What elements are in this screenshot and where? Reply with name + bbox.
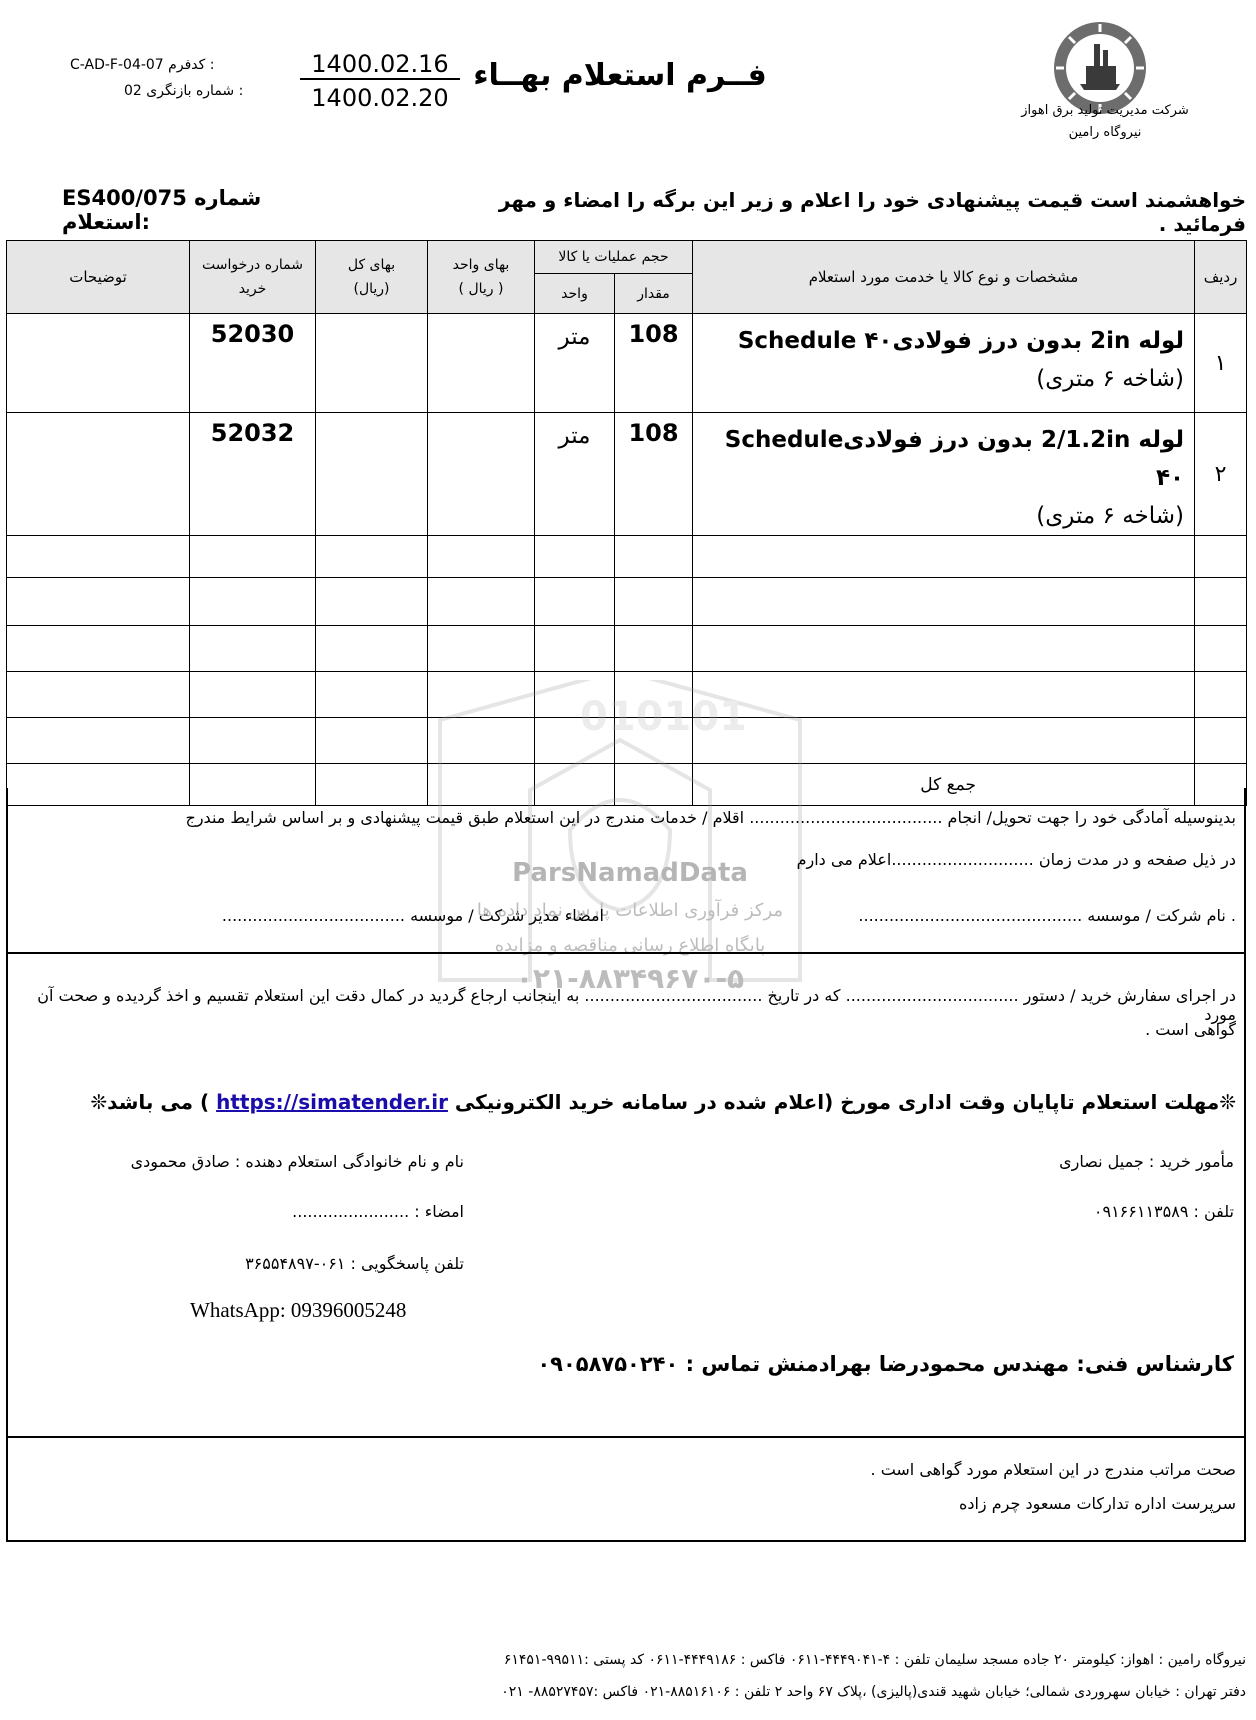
table-row bbox=[7, 314, 1247, 413]
request-no-label-2: خرید bbox=[238, 281, 267, 297]
row-unit-price bbox=[428, 413, 535, 536]
deadline-suffix: ) می باشد❊ bbox=[90, 1090, 210, 1114]
simatender-link[interactable]: https://simatender.ir bbox=[216, 1090, 448, 1114]
technical-expert: کارشناس فنی: مهندس محمودرضا بهرادمنش تماس : ۰۹۰۵۸۷۵۰۲۴۰ bbox=[537, 1352, 1234, 1376]
row-quantity: 108 bbox=[615, 413, 693, 536]
row-description bbox=[693, 314, 1195, 413]
header-unit-price bbox=[428, 241, 535, 314]
inquiry-number-block bbox=[62, 186, 332, 234]
form-title: فــرم استعلام بهــاء bbox=[473, 58, 767, 93]
row-desc-line1: لوله 2/1.2in بدون درز فولادیSchedule ۴۰ bbox=[724, 427, 1185, 491]
buyer-phone: تلفن : ۰۹۱۶۶۱۱۳۵۸۹ bbox=[1093, 1202, 1234, 1221]
date-2: 1400.02.20 bbox=[311, 84, 449, 112]
answer-phone: تلفن پاسخگویی : ۰۶۱-۳۶۵۵۴۸۹۷ bbox=[245, 1254, 464, 1273]
form-code-label: کدفرم : bbox=[168, 57, 215, 73]
row-unit: متر bbox=[535, 413, 615, 536]
declaration-line2: در ذیل صفحه و در مدت زمان ............................اعلام می دارم bbox=[796, 850, 1236, 869]
row-request-no: 52032 bbox=[190, 413, 316, 536]
company-line1: شرکت مدیریت تولید برق اهواز bbox=[1021, 103, 1189, 118]
header-volume: حجم عملیات یا کالا bbox=[535, 241, 693, 274]
header-description: مشخصات و نوع کالا یا خدمت مورد استعلام bbox=[693, 241, 1195, 314]
inquiry-number: ES400/075 bbox=[62, 186, 187, 210]
unit-price-currency: ( ریال ) bbox=[458, 281, 504, 297]
request-no-label: شماره درخواست bbox=[202, 257, 303, 273]
watermark-brand: ParsNamadData bbox=[512, 858, 748, 888]
header-total-price bbox=[316, 241, 428, 314]
date-1: 1400.02.16 bbox=[300, 50, 460, 80]
intro-text: خواهشمند است قیمت پیشنهادی خود را اعلام و زیر این برگه را امضاء و مهر فرمائید . bbox=[498, 188, 1246, 236]
row-number: ۱ bbox=[1195, 314, 1247, 413]
row-notes bbox=[7, 314, 190, 413]
declaration-company: . نام شرکت / موسسه ............................................ bbox=[858, 906, 1236, 925]
row-unit-price bbox=[428, 314, 535, 413]
deadline-notice bbox=[16, 1090, 1236, 1114]
watermark-line2: پایگاه اطلاع رسانی مناقصه و مزایده bbox=[494, 935, 766, 956]
row-number: ۲ bbox=[1195, 413, 1247, 536]
revision: 02 bbox=[124, 83, 142, 99]
row-request-no: 52030 bbox=[190, 314, 316, 413]
declaration-box bbox=[6, 788, 1246, 954]
order-line1: در اجرای سفارش خرید / دستور .................................. که در تاریخ ................................... به اینجانب ارجاع گردید در کمال دقت این استعلام تقسیم و اخذ گردیده و صحت آن مورد bbox=[37, 986, 1236, 1024]
company-line2: نیروگاه رامین bbox=[1068, 125, 1142, 140]
whatsapp: WhatsApp: 09396005248 bbox=[190, 1298, 407, 1322]
watermark-digits: 010101 bbox=[580, 694, 747, 740]
certification-box bbox=[6, 1438, 1246, 1542]
row-description bbox=[693, 413, 1195, 536]
row-total-price bbox=[316, 413, 428, 536]
footer-address-1: نیروگاه رامین : اهواز: کیلومتر ۲۰ جاده مسجد سلیمان تلفن : ۴-۴۴۴۹۰۴۱-۰۶۱۱ فاکس : ۴۴۴۹۱۸۶-۰۶۱۱ کد پستی :۹۹۵۱۱-۶۱۴۵۱ bbox=[503, 1652, 1246, 1668]
empty-row bbox=[7, 536, 1247, 578]
row-desc-line2: (شاخه ۶ متری) bbox=[1036, 503, 1185, 529]
unit-price-label: بهای واحد bbox=[452, 257, 510, 273]
declaration-line1: بدینوسیله آمادگی خود را جهت تحویل/ انجام ...................................... اقلام / خدمات مندرج در این استعلام طبق قیمت پیشنهادی و بر اساس شرایط مندرج bbox=[185, 808, 1236, 827]
header-request-no bbox=[190, 241, 316, 314]
total-price-currency: (ریال) bbox=[353, 281, 390, 297]
row-desc-line2: (شاخه ۶ متری) bbox=[1036, 366, 1185, 392]
declaration-sign: امضاء مدیر شرکت / موسسه .................................... bbox=[221, 906, 604, 925]
inquiry-label: شماره استعلام: bbox=[62, 186, 262, 234]
row-notes bbox=[7, 413, 190, 536]
footer-address-2: دفتر تهران : خیابان سهروردی شمالی؛ خیابان شهید قندی(پالیزی) ،پلاک ۶۷ واحد ۲ تلفن : ۸۸۵۱۶۱۰۶-۰۲۱ فاکس :۸۸۵۲۷۴۵۷- ۰۲۱ bbox=[501, 1684, 1246, 1700]
watermark-phone: ۰۲۱-۸۸۳۴۹۶۷۰-۵ bbox=[515, 962, 745, 995]
issuer-name: نام و نام خانوادگی استعلام دهنده : صادق محمودی bbox=[130, 1152, 464, 1171]
empty-row bbox=[7, 626, 1247, 672]
watermark-line1: مرکز فرآوری اطلاعات پارس نماد داده ها bbox=[476, 900, 784, 921]
row-total-price bbox=[316, 314, 428, 413]
header-unit: واحد bbox=[535, 274, 615, 314]
order-box bbox=[6, 954, 1246, 1438]
deadline-prefix: ❊مهلت استعلام تاپایان وقت اداری مورخ (اعلام شده در سامانه خرید الکترونیکی bbox=[454, 1090, 1236, 1114]
company-name bbox=[1010, 100, 1200, 144]
issuer-signature: امضاء : ....................... bbox=[292, 1202, 464, 1221]
empty-row bbox=[7, 578, 1247, 626]
total-price-label: بهای کل bbox=[347, 257, 396, 273]
total-label: جمع کل bbox=[693, 764, 1195, 806]
header-row-no: ردیف bbox=[1195, 241, 1247, 314]
row-unit: متر bbox=[535, 314, 615, 413]
revision-label: شماره بازنگری : bbox=[146, 83, 244, 99]
header-quantity: مقدار bbox=[615, 274, 693, 314]
header-notes: توضیحات bbox=[7, 241, 190, 314]
buyer-name: مأمور خرید : جمیل نصاری bbox=[1059, 1152, 1234, 1171]
certification-line1: صحت مراتب مندرج در این استعلام مورد گواهی است . bbox=[870, 1460, 1236, 1479]
row-quantity: 108 bbox=[615, 314, 693, 413]
form-code-info bbox=[70, 52, 270, 104]
table-row bbox=[7, 413, 1247, 536]
certification-line2: سرپرست اداره تدارکات مسعود چرم زاده bbox=[958, 1494, 1236, 1513]
order-line2: گواهی است . bbox=[1145, 1020, 1236, 1039]
row-desc-line1: لوله 2in بدون درز فولادیSchedule ۴۰ bbox=[737, 328, 1185, 354]
form-code: C-AD-F-04-07 bbox=[70, 57, 164, 73]
